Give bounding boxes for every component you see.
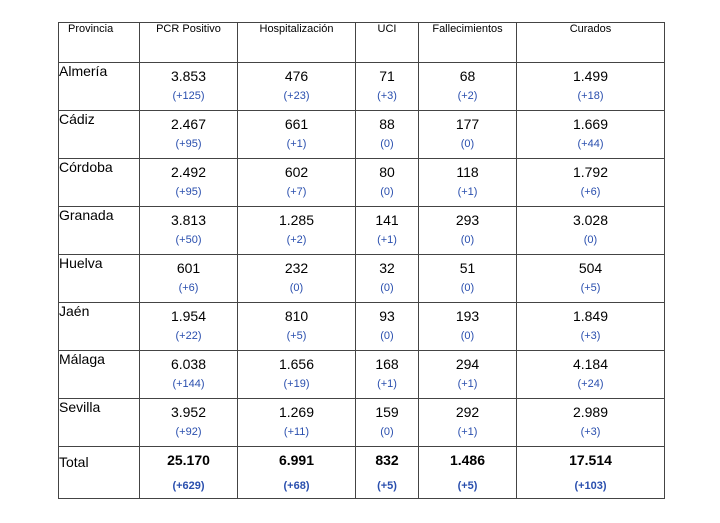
cell-fallecimientos (419, 255, 517, 303)
cell-value: 68 (459, 68, 476, 84)
province-name: Total (59, 447, 140, 499)
cell-value: 1.954 (170, 308, 207, 324)
cell-hospitalizacion (238, 303, 356, 351)
cell-value: 1.656 (278, 356, 315, 372)
cell-delta: (+22) (175, 330, 202, 342)
cell-value: 3.028 (572, 212, 609, 228)
header-curados: Curados (517, 23, 665, 63)
table-row (59, 63, 665, 111)
cell-delta: (+1) (377, 378, 397, 390)
cell-value: 159 (375, 404, 399, 420)
cell-curados (517, 111, 665, 159)
cell-curados (517, 399, 665, 447)
cell-delta: (+24) (577, 378, 604, 390)
cell-delta: (+19) (283, 378, 310, 390)
cell-delta: (+92) (175, 426, 202, 438)
cell-hospitalizacion (238, 447, 356, 499)
cell-delta: (+3) (580, 426, 601, 438)
province-name: Sevilla (59, 399, 140, 447)
cell-value: 51 (459, 260, 476, 276)
cell-pcr-positivo (140, 111, 238, 159)
cell-fallecimientos (419, 111, 517, 159)
cell-value: 88 (379, 116, 395, 132)
table-row (59, 303, 665, 351)
cell-delta: (+125) (172, 90, 205, 102)
cell-delta: (0) (583, 234, 598, 246)
cell-delta: (+3) (377, 90, 397, 102)
cell-hospitalizacion (238, 159, 356, 207)
cell-fallecimientos (419, 303, 517, 351)
cell-value: 193 (455, 308, 480, 324)
cell-uci (356, 447, 419, 499)
header-uci: UCI (356, 23, 419, 63)
cell-uci (356, 399, 419, 447)
cell-delta: (0) (460, 330, 475, 342)
province-name: Almería (59, 63, 140, 111)
cell-value: 168 (375, 356, 399, 372)
header-fallecimientos: Fallecimientos (419, 23, 517, 63)
cell-pcr-positivo (140, 351, 238, 399)
cell-delta: (0) (380, 282, 394, 294)
table-row (59, 111, 665, 159)
cell-value: 141 (375, 212, 399, 228)
cell-fallecimientos (419, 63, 517, 111)
header-provincia: Provincia (59, 23, 140, 63)
cell-delta: (0) (460, 282, 475, 294)
cell-value: 2.492 (170, 164, 207, 180)
cell-pcr-positivo (140, 303, 238, 351)
cell-delta: (+7) (286, 186, 307, 198)
cell-pcr-positivo (140, 447, 238, 499)
cell-delta: (+3) (580, 330, 601, 342)
cell-hospitalizacion (238, 255, 356, 303)
cell-hospitalizacion (238, 111, 356, 159)
cell-delta: (+23) (283, 90, 310, 102)
province-name: Huelva (59, 255, 140, 303)
cell-pcr-positivo (140, 255, 238, 303)
cell-value: 294 (455, 356, 480, 372)
cell-delta: (+18) (577, 90, 604, 102)
cell-delta: (+5) (457, 480, 478, 492)
cell-value: 661 (284, 116, 309, 132)
cell-delta: (+5) (286, 330, 307, 342)
province-name: Málaga (59, 351, 140, 399)
cell-curados (517, 255, 665, 303)
header-pcr-positivo: PCR Positivo (140, 23, 238, 63)
cell-delta: (+50) (175, 234, 202, 246)
cell-delta: (+2) (457, 90, 478, 102)
cell-hospitalizacion (238, 207, 356, 255)
cell-delta: (0) (380, 426, 394, 438)
cell-value: 3.952 (170, 404, 207, 420)
cell-fallecimientos (419, 351, 517, 399)
cell-delta: (+6) (178, 282, 199, 294)
cell-curados (517, 207, 665, 255)
cell-value: 6.038 (170, 356, 207, 372)
cell-value: 6.991 (278, 452, 315, 468)
cell-value: 1.269 (278, 404, 315, 420)
cell-value: 1.486 (449, 452, 486, 468)
header-hospitalizacion: Hospitalización (238, 23, 356, 63)
cell-hospitalizacion (238, 399, 356, 447)
cell-value: 810 (284, 308, 309, 324)
cell-value: 177 (455, 116, 480, 132)
cell-curados (517, 447, 665, 499)
header-row (59, 23, 665, 63)
cell-uci (356, 351, 419, 399)
cell-value: 476 (284, 68, 309, 84)
cell-delta: (+1) (286, 138, 307, 150)
cell-delta: (+6) (580, 186, 601, 198)
cell-value: 232 (284, 260, 309, 276)
cell-pcr-positivo (140, 399, 238, 447)
cell-delta: (+1) (457, 378, 478, 390)
table-row (59, 399, 665, 447)
cell-value: 292 (455, 404, 480, 420)
covid-provinces-table (58, 22, 665, 499)
cell-value: 17.514 (569, 452, 612, 468)
cell-value: 1.499 (572, 68, 609, 84)
province-name: Córdoba (59, 159, 140, 207)
cell-value: 1.669 (572, 116, 609, 132)
cell-fallecimientos (419, 159, 517, 207)
cell-uci (356, 111, 419, 159)
cell-curados (517, 351, 665, 399)
cell-delta: (+44) (577, 138, 604, 150)
cell-value: 32 (379, 260, 395, 276)
cell-delta: (0) (380, 186, 394, 198)
cell-delta: (+1) (377, 234, 397, 246)
cell-hospitalizacion (238, 63, 356, 111)
cell-delta: (+629) (172, 480, 205, 492)
cell-value: 3.853 (170, 68, 207, 84)
table-row (59, 159, 665, 207)
cell-delta: (+5) (580, 282, 601, 294)
province-name: Jaén (59, 303, 140, 351)
cell-curados (517, 303, 665, 351)
cell-value: 601 (176, 260, 201, 276)
cell-value: 25.170 (167, 452, 210, 468)
cell-fallecimientos (419, 447, 517, 499)
cell-value: 1.849 (572, 308, 609, 324)
cell-value: 93 (379, 308, 395, 324)
cell-delta: (+103) (574, 480, 607, 492)
cell-value: 1.285 (278, 212, 315, 228)
cell-value: 118 (456, 164, 479, 180)
cell-delta: (+5) (377, 480, 397, 492)
cell-pcr-positivo (140, 63, 238, 111)
cell-delta: (+68) (283, 480, 310, 492)
cell-value: 1.792 (572, 164, 609, 180)
cell-delta: (0) (460, 234, 475, 246)
cell-uci (356, 255, 419, 303)
table-row (59, 351, 665, 399)
cell-value: 3.813 (170, 212, 207, 228)
cell-hospitalizacion (238, 351, 356, 399)
table-row (59, 255, 665, 303)
cell-delta: (+95) (175, 138, 202, 150)
table-row (59, 207, 665, 255)
cell-fallecimientos (419, 207, 517, 255)
cell-uci (356, 207, 419, 255)
cell-value: 832 (375, 452, 399, 468)
cell-delta: (0) (380, 330, 394, 342)
cell-delta: (+144) (172, 378, 205, 390)
cell-value: 2.467 (170, 116, 207, 132)
cell-uci (356, 303, 419, 351)
cell-delta: (+1) (457, 186, 478, 198)
cell-curados (517, 159, 665, 207)
cell-uci (356, 63, 419, 111)
cell-delta: (+2) (286, 234, 307, 246)
cell-uci (356, 159, 419, 207)
cell-value: 504 (578, 260, 603, 276)
cell-pcr-positivo (140, 207, 238, 255)
cell-delta: (+11) (283, 426, 310, 438)
total-row (59, 447, 665, 499)
cell-value: 71 (379, 68, 395, 84)
cell-value: 602 (284, 164, 309, 180)
cell-pcr-positivo (140, 159, 238, 207)
cell-fallecimientos (419, 399, 517, 447)
cell-value: 293 (455, 212, 480, 228)
cell-value: 80 (379, 164, 395, 180)
cell-delta: (+1) (457, 426, 478, 438)
cell-curados (517, 63, 665, 111)
province-name: Cádiz (59, 111, 140, 159)
cell-delta: (0) (380, 138, 394, 150)
province-name: Granada (59, 207, 140, 255)
cell-value: 4.184 (572, 356, 609, 372)
cell-value: 2.989 (572, 404, 609, 420)
cell-delta: (0) (460, 138, 475, 150)
cell-delta: (0) (289, 282, 304, 294)
cell-delta: (+95) (175, 186, 202, 198)
